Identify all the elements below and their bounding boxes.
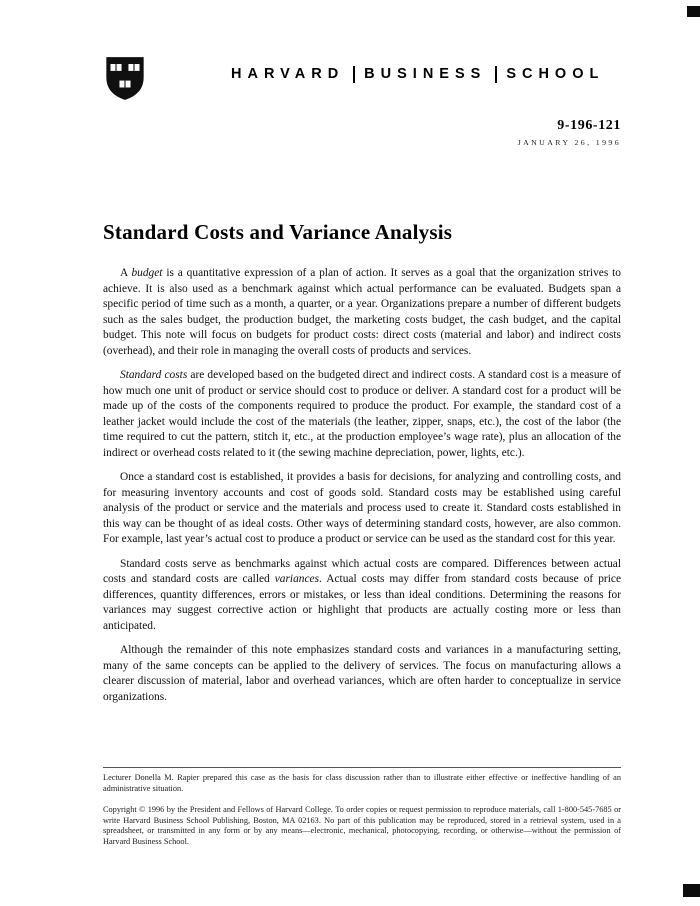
wordmark-harvard: HARVARD (231, 66, 345, 82)
wordmark-divider (495, 66, 497, 83)
footer (103, 767, 621, 848)
paragraph: Once a standard cost is established, it provides a basis for decisions, for analyzing and controlling costs, and for measuring inventory accounts and cost of goods sold. Standard costs may be established using careful analysis of the product or service and the materials and process used to create it. Standard costs established in this way can be thought of as ideal costs. Other ways of determining standard costs, however, are also common. For example, last year’s actual cost to produce a product or service can be used as the standard cost for this year. (103, 471, 621, 545)
body-paragraphs (103, 266, 621, 714)
paragraph: Standard costs are developed based on the budgeted direct and indirect costs. A standard cost is a measure of how much one unit of product or service should cost to produce or deliver. A standard cost for a product will be made up of the costs of the components required to produce the product. For example, the standard cost of a leather jacket would include the cost of the materials (the leather, zipper, snaps, etc.), the cost of the labor (the time required to cut the pattern, stitch it, etc., at the production employee’s wage rate), plus an allocation of the indirect or overhead costs related to it (the sewing machine depreciation, power, lights, etc.). (103, 369, 621, 459)
document-id-block (103, 118, 621, 147)
school-wordmark (231, 62, 604, 86)
page-title: Standard Costs and Variance Analysis (103, 220, 453, 244)
scan-mark-bottom-right (683, 884, 700, 897)
footnote: Lecturer Donella M. Rapier prepared this case as the basis for class discussion rather than to illustrate either effective or ineffective handling of an administrative situation. (103, 773, 621, 793)
harvard-shield-icon (104, 55, 146, 102)
footnote-rule (103, 767, 621, 768)
wordmark-divider (353, 66, 355, 83)
document-date: JANUARY 26, 1996 (517, 138, 621, 147)
scan-mark-top-right (687, 6, 700, 17)
paragraph: Standard costs serve as benchmarks against which actual costs are compared. Differences between actual costs and standard costs are called variances. Actual costs may differ from standard costs because of price differences, quantity differences, errors or mistakes, or less than ideal conditions. Determining the reasons for variances may suggest corrective action or highlight that products are actually costing more or less than anticipated. (103, 557, 621, 632)
copyright-notice: Copyright © 1996 by the President and Fellows of Harvard College. To order copies or request permission to reproduce materials, call 1-800-545-7685 or write Harvard Business School Publishing, Boston, MA 02163. No part of this publication may be reproduced, stored in a retrieval system, used in a spreadsheet, or transmitted in any form or by any means—electronic, mechanical, photocopying, recording, or otherwise—without the permission of Harvard Business School. (103, 805, 621, 846)
document-number: 9-196-121 (557, 118, 621, 133)
paragraph: A budget is a quantitative expression of a plan of action. It serves as a goal that the organization strives to achieve. It is also used as a benchmark against which actual performance can be evaluated. Budgets span a specific period of time such as a month, a quarter, or a year. Organizations prepare a number of different budgets such as the sales budget, the production budget, the marketing costs budget, the cash budget, and the capital budget. This note will focus on budgets for product costs: direct costs (material and labor) and indirect costs (overhead), and their role in managing the overall costs of products and services. (103, 267, 621, 357)
wordmark-school: SCHOOL (506, 66, 605, 82)
paragraph: Although the remainder of this note emphasizes standard costs and variances in a manufacturing setting, many of the same concepts can be applied to the delivery of services. The focus on manufacturing allows a clearer discussion of material, labor and overhead variances, which are often harder to conceptualize in service organizations. (103, 644, 621, 703)
wordmark-business: BUSINESS (364, 66, 487, 82)
